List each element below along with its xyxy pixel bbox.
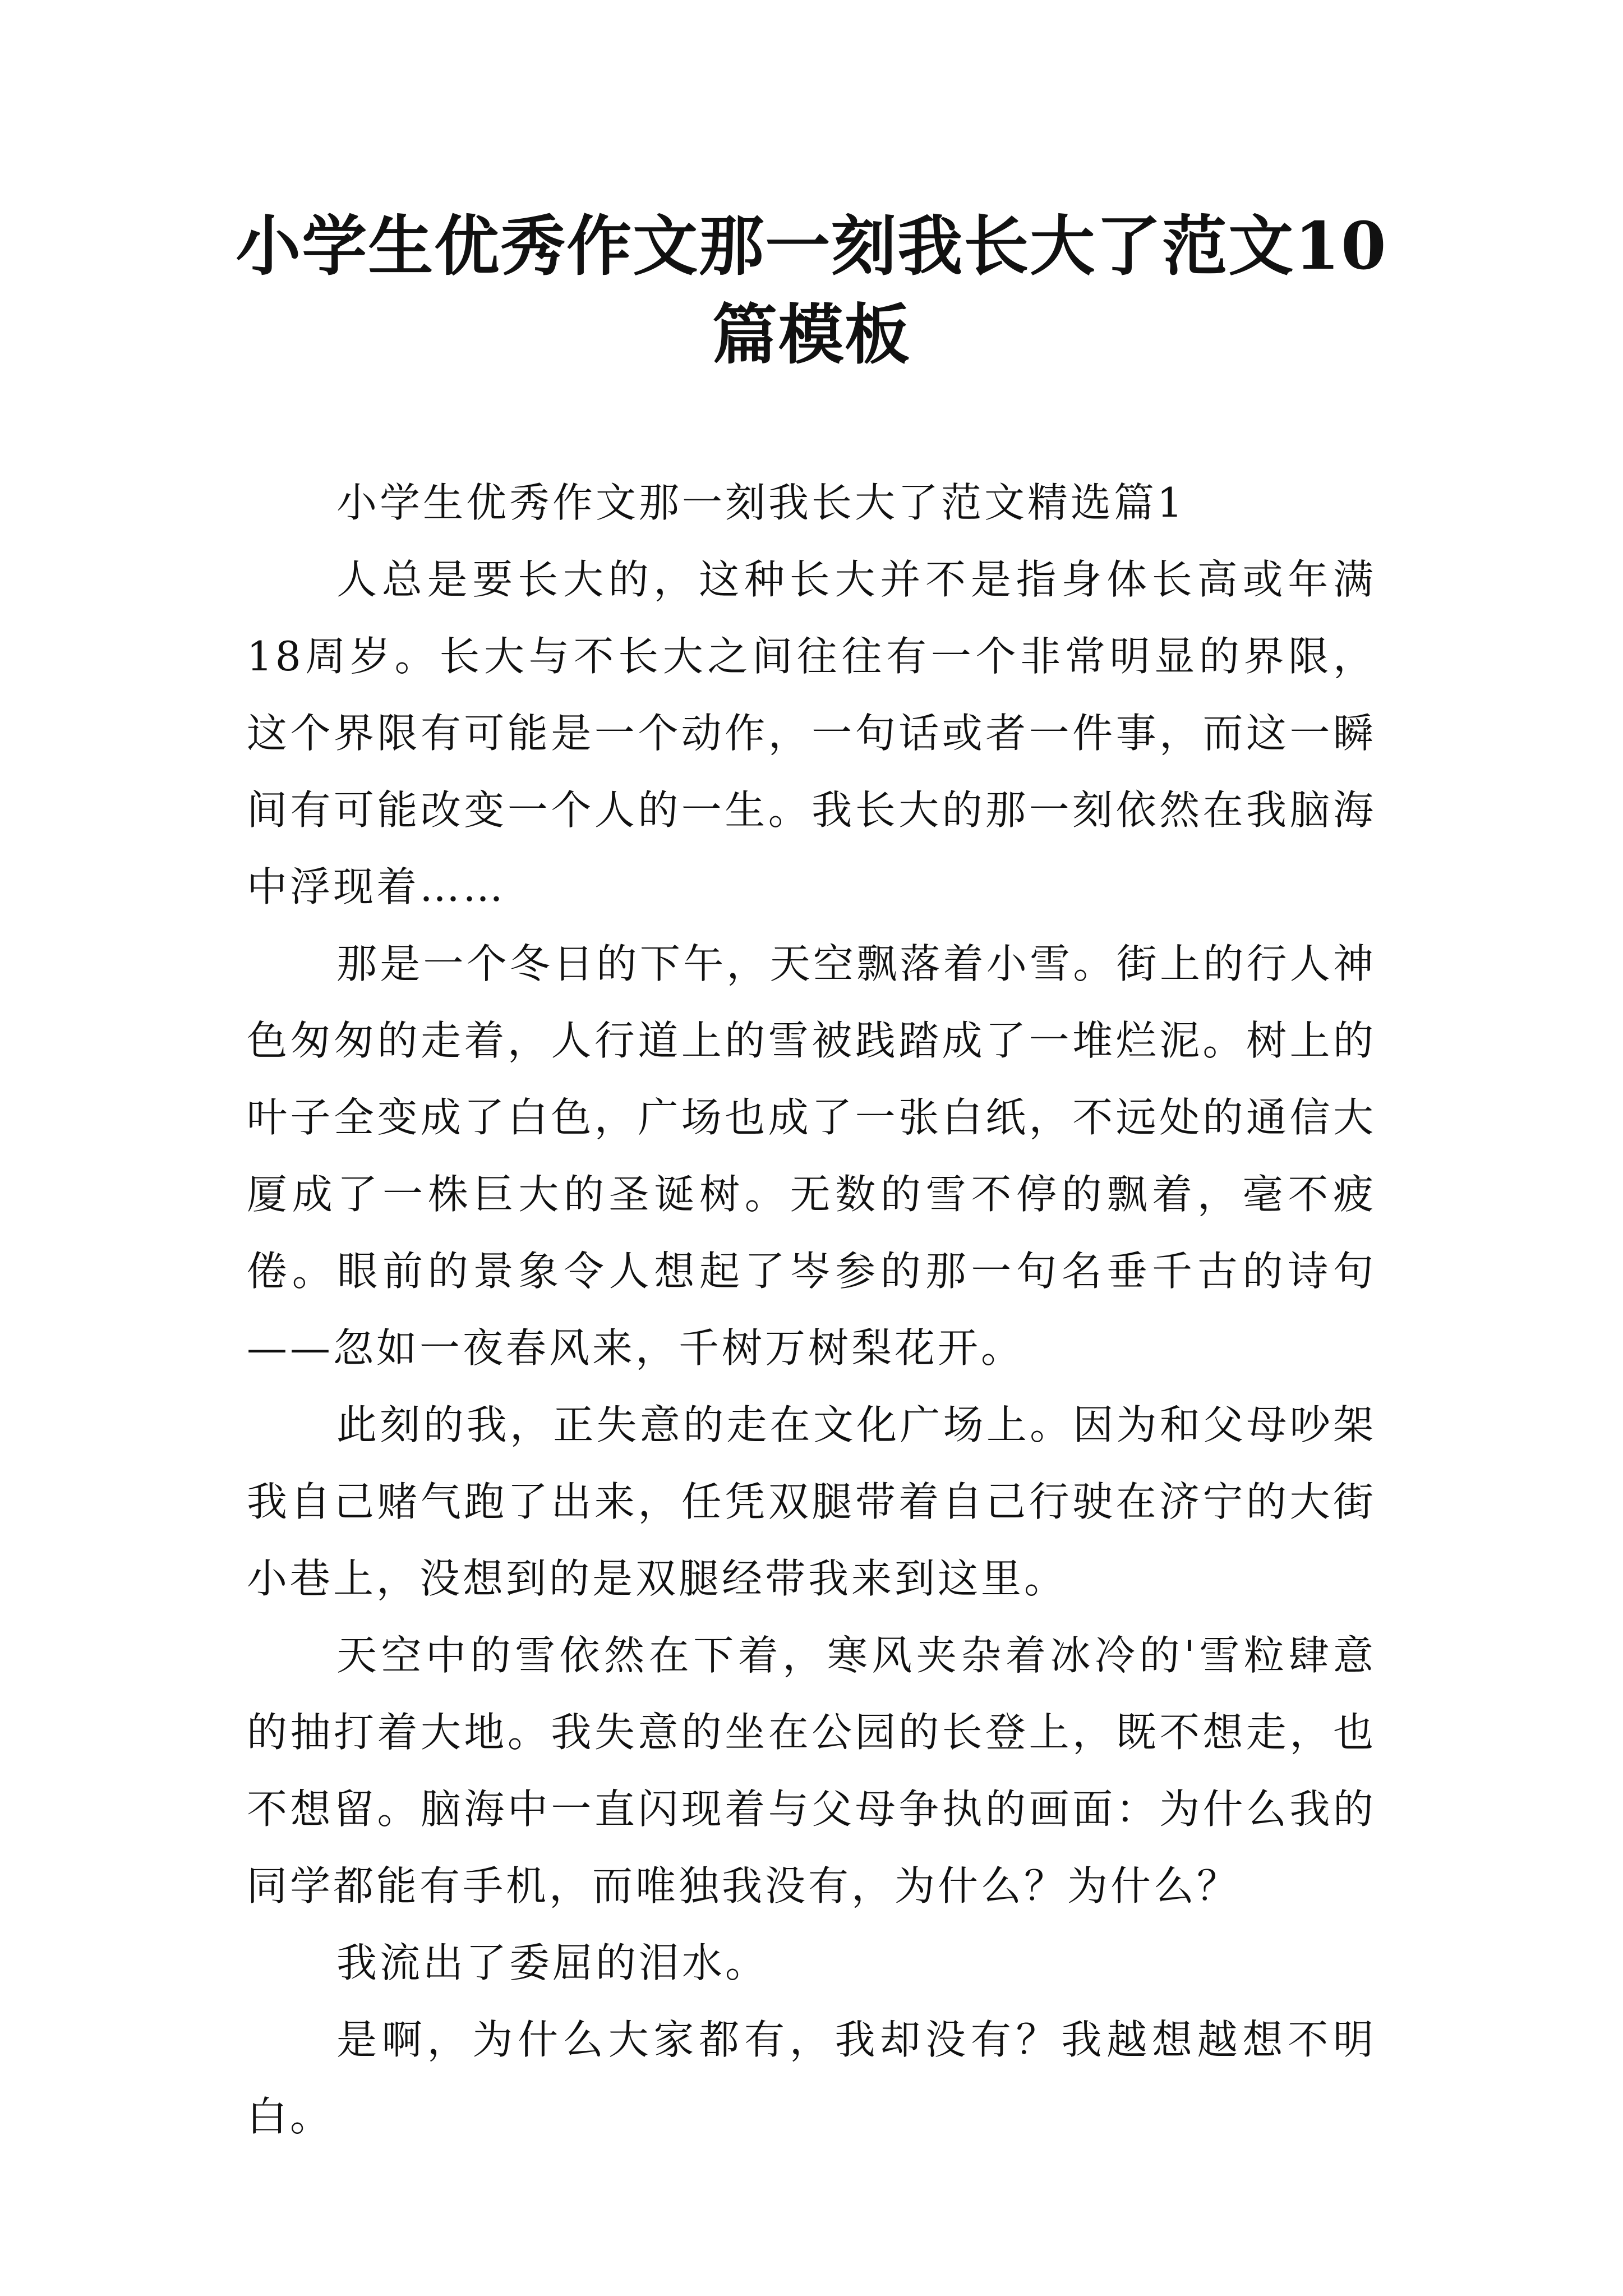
- paragraph-2: 那是一个冬日的下午，天空飘落着小雪。街上的行人神色匆匆的走着，人行道上的雪被践踏成了一堆烂泥。树上的叶子全变成了白色，广场也成了一张白纸，不远处的通信大厦成了一株巨大的圣诞树。无数的雪不停的飘着，毫不疲倦。眼前的景象令人想起了岑参的那一句名垂千古的诗句——忽如一夜春风来，千树万树梨花开。: [247, 940, 1376, 1372]
- paragraph-3: 此刻的我，正失意的走在文化广场上。因为和父母吵架我自己赌气跑了出来，任凭双腿带着自己行驶在济宁的大街小巷上，没想到的是双腿经带我来到这里。: [247, 1401, 1376, 1602]
- paragraph-4: 天空中的雪依然在下着，寒风夹杂着冰冷的'雪粒肆意的抽打着大地。我失意的坐在公园的长登上，既不想走，也不想留。脑海中一直闪现着与父母争执的画面：为什么我的同学都能有手机，而唯独我没有，为什么？为什么？: [247, 1632, 1376, 1910]
- section-heading: 小学生优秀作文那一刻我长大了范文精选篇1: [336, 479, 1186, 526]
- paragraph-1: 人总是要长大的，这种长大并不是指身体长高或年满18周岁。长大与不长大之间往往有一个非常明显的界限，这个界限有可能是一个动作，一句话或者一件事，而这一瞬间有可能改变一个人的一生。我长大的那一刻依然在我脑海中浮现着……: [247, 556, 1376, 910]
- document-title: 小学生优秀作文那一刻我长大了范文10篇模板: [236, 208, 1387, 373]
- paragraph-6: 是啊，为什么大家都有，我却没有？我越想越想不明白。: [247, 2016, 1376, 2140]
- document-body: [247, 464, 1376, 2155]
- paragraph-5: 我流出了委屈的泪水。: [336, 1939, 769, 1986]
